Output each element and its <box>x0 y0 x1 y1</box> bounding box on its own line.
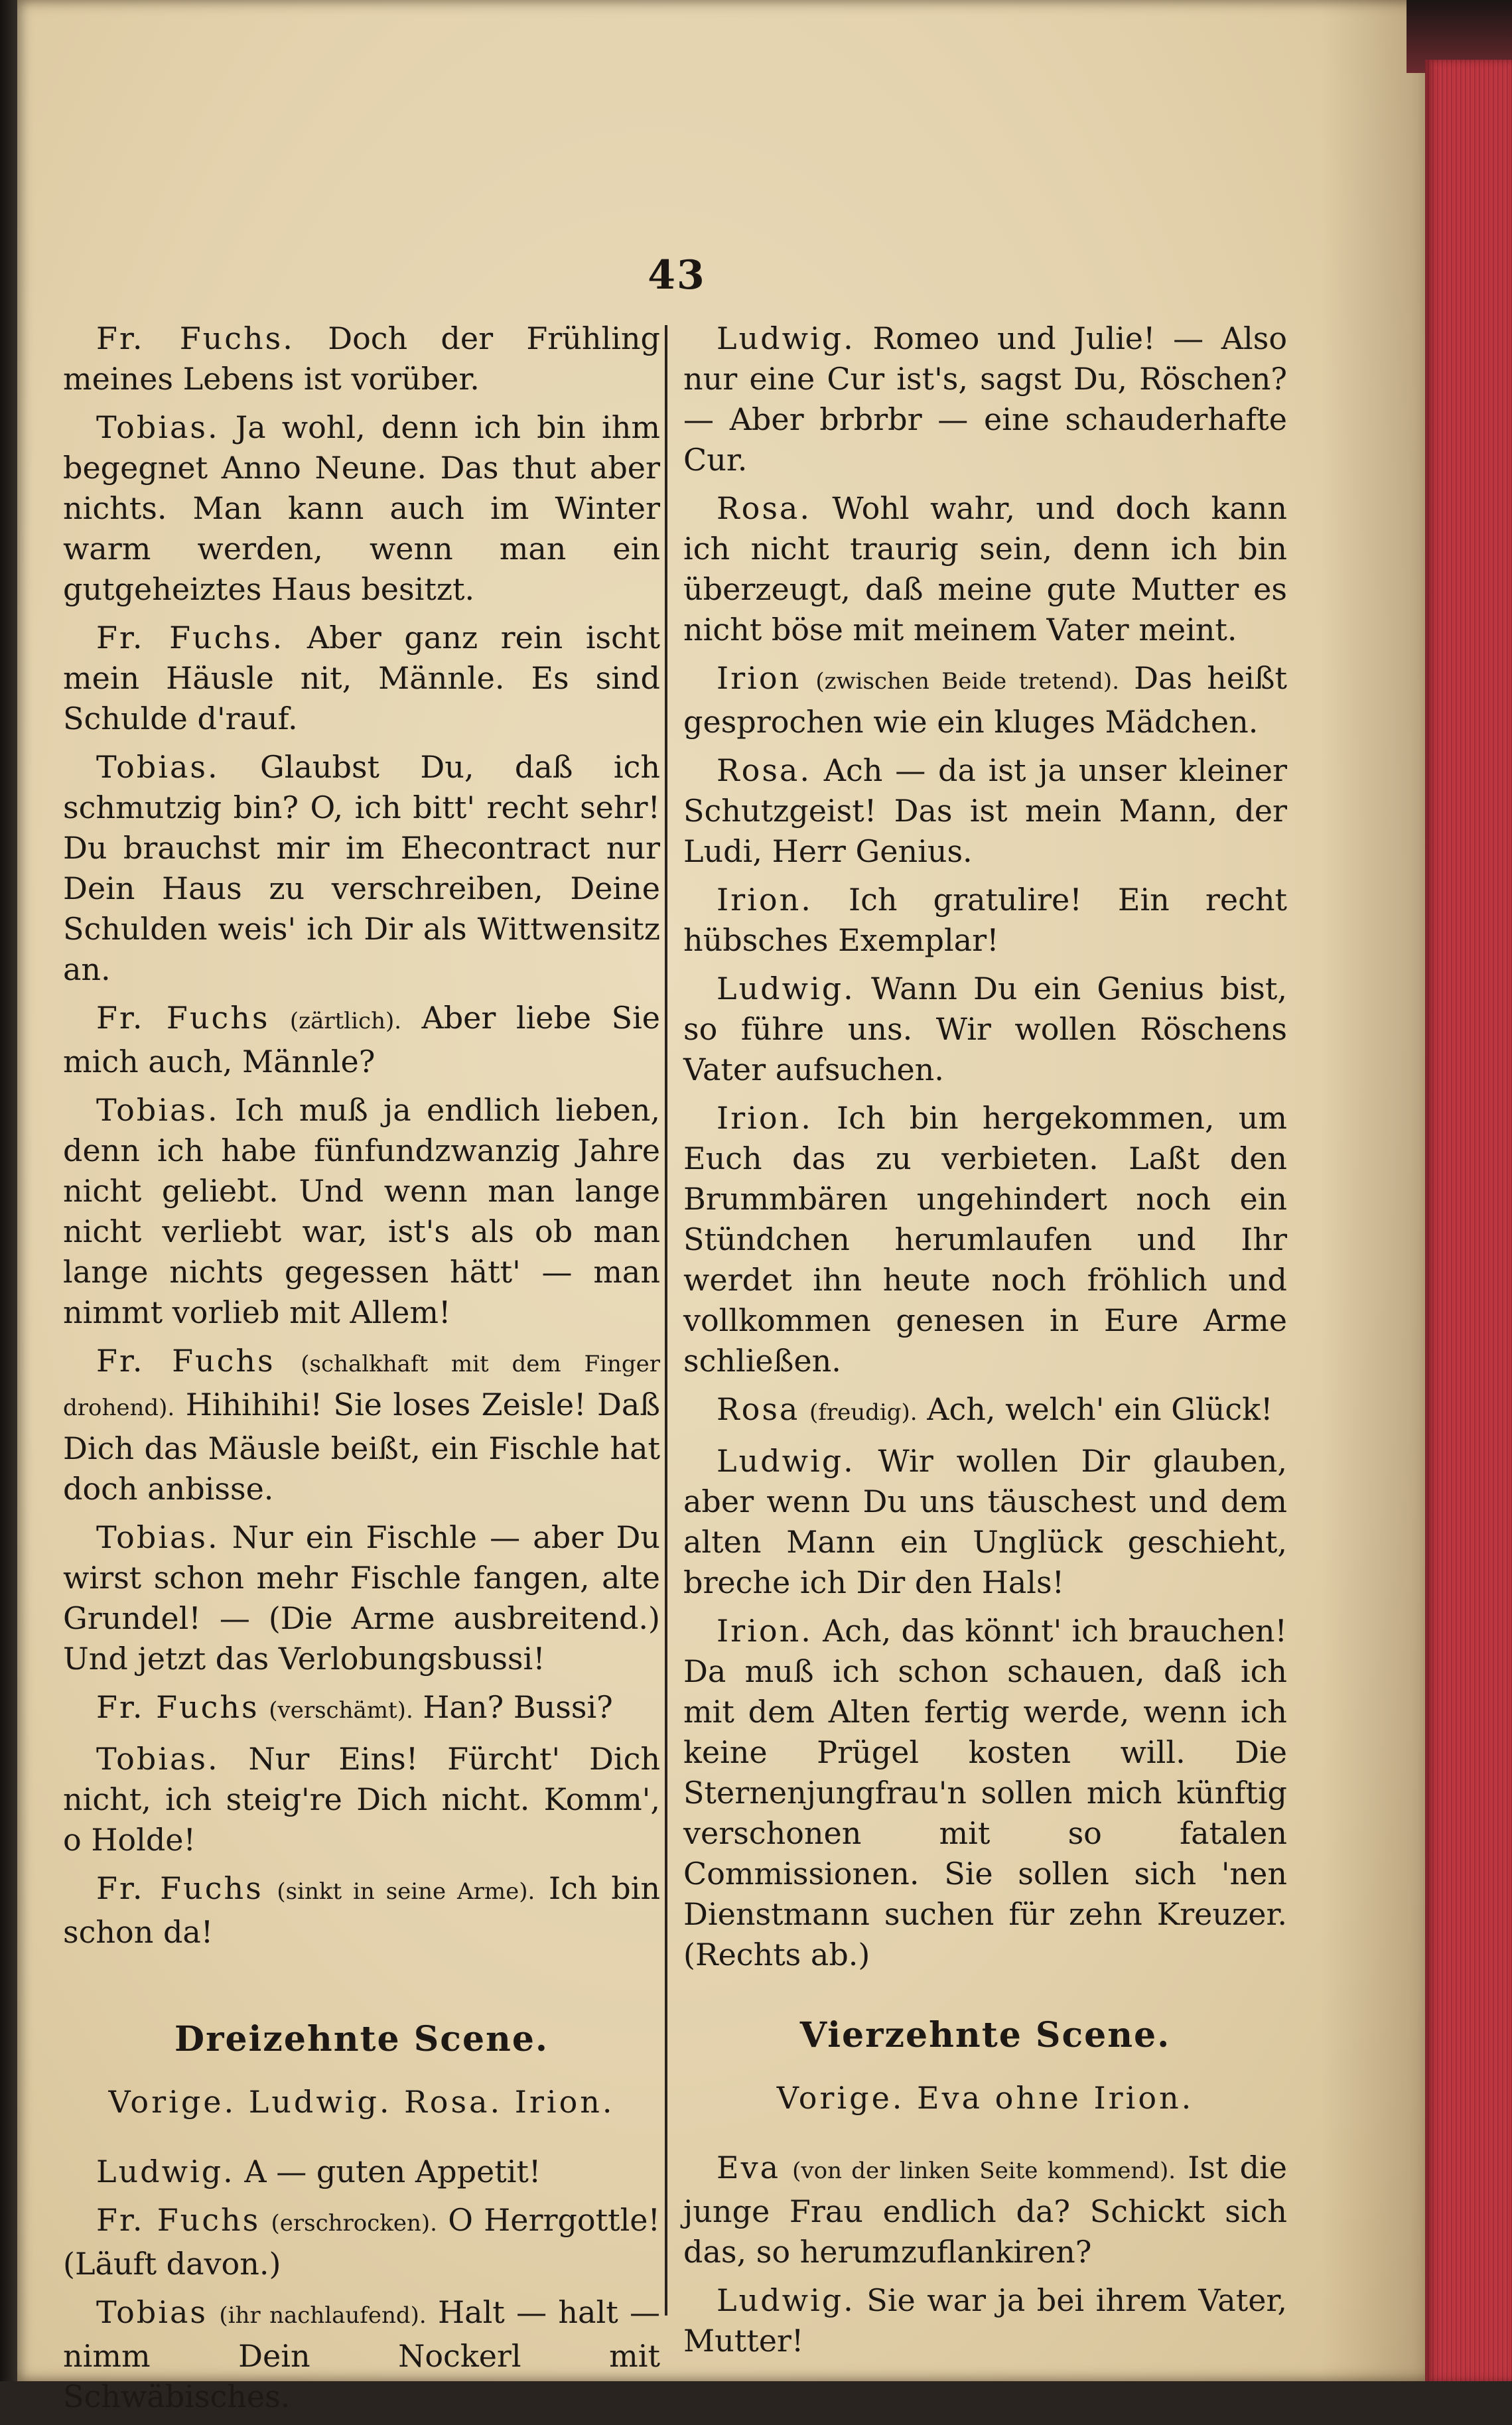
dialogue-text: Das heißt gesprochen wie ein kluges Mädchen. <box>683 660 1288 740</box>
speaker-name: Ludwig. <box>717 2282 855 2318</box>
dialogue-text: Nur ein Fischle — aber Du wirst schon mehr Fischle fangen, alte Grundel! — (Die Arme ausbreitend.) Und jetzt das Verlobungsbussi! <box>63 1519 661 1677</box>
speaker-name: Fr. Fuchs <box>96 2202 261 2238</box>
dialogue-text: Nur Eins! Fürcht' Dich nicht, ich steig're Dich nicht. Komm', o Holde! <box>63 1741 660 1858</box>
dialogue-line <box>683 2148 1287 2272</box>
stage-direction: (sinkt in seine Arme). <box>277 1878 535 1905</box>
speaker-name: Rosa. <box>717 752 811 788</box>
dialogue-text: Han? Bussi? <box>423 1689 613 1725</box>
speaker-name: Irion. <box>717 1613 813 1649</box>
dialogue-text: Halt — halt — nimm Dein Nockerl mit Schwäbisches. <box>63 2294 660 2414</box>
speaker-name: Irion <box>717 660 801 696</box>
dialogue-line <box>683 488 1287 650</box>
speaker-name: Rosa <box>717 1391 800 1427</box>
dialogue-line <box>683 1441 1287 1603</box>
speaker-name: Tobias. <box>96 749 220 785</box>
dialogue-text: Ach, welch' ein Glück! <box>927 1391 1273 1427</box>
dialogue-line <box>683 2280 1287 2361</box>
page-curl-shadow <box>1320 0 1433 2381</box>
dialogue-line <box>63 618 660 739</box>
scene-heading: Dreizehnte Scene. <box>174 2019 549 2059</box>
dialogue-line <box>63 1517 660 1679</box>
dialogue-text: Ich muß ja endlich lieben, denn ich habe fünfundzwanzig Jahre nicht geliebt. Und wenn man lange nicht verliebt war, ist's als ob man lange nichts gegessen hätt' — man nimmt vorlieb mit Allem! <box>63 1092 660 1330</box>
left-dialogue-after <box>63 2152 660 2417</box>
speaker-name: Ludwig. <box>717 971 855 1006</box>
dialogue-text: Sie war ja bei ihrem Vater, Mutter! <box>683 2282 1287 2359</box>
stage-direction: (freudig). <box>809 1399 918 1426</box>
dialogue-text: Hihihihi! Sie loses Zeisle! Daß Dich das Mäusle beißt, ein Fischle hat doch anbisse. <box>63 1387 660 1507</box>
speaker-name: Rosa. <box>717 490 811 526</box>
speaker-name: Tobias. <box>96 1519 220 1555</box>
dialogue-line <box>63 1739 660 1860</box>
stage-direction: (erschrocken). <box>271 2210 437 2237</box>
dialogue-line <box>683 658 1287 742</box>
dialogue-text: Ja wohl, denn ich bin ihm begegnet Anno Neune. Das thut aber nichts. Man kann auch im Winter warm werden, wenn man ein gutgeheiztes Haus besitzt. <box>63 409 660 607</box>
stage-direction: (von der linken Seite kommend). <box>792 2158 1176 2184</box>
stage-direction: (zwischen Beide tretend). <box>815 668 1120 695</box>
speaker-name: Irion. <box>717 882 813 918</box>
dialogue-text: Ach, das könnt' ich brauchen! Da muß ich schon schauen, daß ich mit dem Alten fertig werde, wenn ich keine Prügel kosten will. Die Sternenjungfrau'n sollen mich künftig verschonen mit so fatalen Commissionen. Sie sollen sich 'nen Dienstmann suchen für zehn Kreuzer. (Rechts ab.) <box>683 1613 1287 1973</box>
speaker-name: Tobias. <box>96 409 220 445</box>
speaker-name: Ludwig. <box>96 2154 235 2189</box>
scene-characters: Vorige. Ludwig. Rosa. Irion. <box>108 2084 615 2120</box>
right-column <box>683 318 1287 2369</box>
speaker-name: Fr. Fuchs <box>96 1870 263 1906</box>
dialogue-line <box>63 2200 660 2284</box>
dialogue-text: Ich bin schon da! <box>63 1870 661 1950</box>
dialogue-text: Ich bin hergekommen, um Euch das zu verbieten. Laßt den Brummbären ungehindert noch ein Stündchen herumlaufen und Ihr werdet ihn heute noch fröhlich und vollkommen genesen in Eure Arme schließen. <box>683 1100 1287 1379</box>
dialogue-text: Wohl wahr, und doch kann ich nicht traurig sein, denn ich bin überzeugt, daß meine gute Mutter es nicht böse mit meinem Vater meint. <box>683 490 1287 648</box>
speaker-name: Fr. Fuchs. <box>96 620 285 656</box>
page-number: 43 <box>648 252 706 299</box>
dialogue-line <box>63 1687 660 1731</box>
dialogue-line <box>63 747 660 990</box>
speaker-name: Irion. <box>717 1100 813 1136</box>
stage-direction: (ihr nachlaufend). <box>219 2302 427 2329</box>
dialogue-text: Aber liebe Sie mich auch, Männle? <box>63 1000 661 1079</box>
dialogue-text: Romeo und Julie! — Also nur eine Cur ist's, sagst Du, Röschen? — Aber brbrbr — eine schauderhafte Cur. <box>683 320 1288 478</box>
right-dialogue-after <box>683 2148 1287 2361</box>
speaker-name: Ludwig. <box>717 1443 855 1479</box>
speaker-name: Fr. Fuchs <box>96 1343 275 1379</box>
dialogue-text: Ach — da ist ja unser kleiner Schutzgeist! Das ist mein Mann, der Ludi, Herr Genius. <box>683 752 1288 869</box>
dialogue-text: O Herrgottle! (Läuft davon.) <box>63 2202 660 2282</box>
dialogue-line <box>683 1389 1287 1433</box>
speaker-name: Eva <box>717 2150 780 2185</box>
dialogue-line <box>63 318 660 399</box>
dialogue-text: Glaubst Du, daß ich schmutzig bin? O, ich bitt' recht sehr! Du brauchst mir im Ehecontract nur Dein Haus zu verschreiben, Deine Schulden weis' ich Dir als Wittwensitz an. <box>63 749 660 987</box>
dialogue-line <box>683 1611 1287 1975</box>
speaker-name: Tobias. <box>96 1092 220 1128</box>
right-dialogue-before <box>683 318 1287 1975</box>
column-divider <box>665 325 667 2316</box>
scene-heading: Vierzehnte Scene. <box>799 2015 1171 2055</box>
dialogue-line <box>63 1090 660 1333</box>
dialogue-line <box>683 880 1287 961</box>
dialogue-text: Doch der Frühling meines Lebens ist vorüber. <box>63 320 660 397</box>
dialogue-line <box>683 318 1287 480</box>
dialogue-line <box>683 969 1287 1090</box>
dialogue-text: A — guten Appetit! <box>244 2154 541 2189</box>
speaker-name: Fr. Fuchs <box>96 1000 270 1036</box>
dialogue-line <box>63 998 660 1082</box>
red-page-edges <box>1425 60 1512 2381</box>
speaker-name: Fr. Fuchs. <box>96 320 295 356</box>
stage-direction: (verschämt). <box>269 1697 413 1724</box>
speaker-name: Fr. Fuchs <box>96 1689 259 1725</box>
stage-direction: (zärtlich). <box>289 1008 402 1034</box>
speaker-name: Ludwig. <box>717 320 855 356</box>
dialogue-line <box>63 1341 660 1509</box>
speaker-name: Tobias <box>96 2294 208 2330</box>
dialogue-line <box>63 1868 660 1953</box>
dialogue-text: Ich gratulire! Ein recht hübsches Exemplar! <box>683 882 1288 958</box>
dialogue-line <box>63 2152 660 2192</box>
scene-characters: Vorige. Eva ohne Irion. <box>776 2080 1194 2116</box>
stage-direction: (schalkhaft mit dem Finger drohend). <box>63 1351 660 1421</box>
dialogue-text: Aber ganz rein ischt mein Häusle nit, Männle. Es sind Schulde d'rauf. <box>63 620 661 736</box>
left-column <box>63 318 660 2425</box>
dialogue-text: Ist die junge Frau endlich da? Schickt sich das, so herumzuflankiren? <box>683 2150 1287 2270</box>
dialogue-line <box>683 750 1287 872</box>
left-dialogue-before <box>63 318 660 1953</box>
speaker-name: Tobias. <box>96 1741 220 1777</box>
dialogue-text: Wir wollen Dir glauben, aber wenn Du uns täuschest und dem alten Mann ein Unglück geschieht, breche ich Dir den Hals! <box>683 1443 1287 1600</box>
dialogue-line <box>63 2292 660 2417</box>
dialogue-line <box>63 407 660 610</box>
dialogue-line <box>683 1098 1287 1381</box>
dialogue-text: Wann Du ein Genius bist, so führe uns. Wir wollen Röschens Vater aufsuchen. <box>683 971 1287 1087</box>
